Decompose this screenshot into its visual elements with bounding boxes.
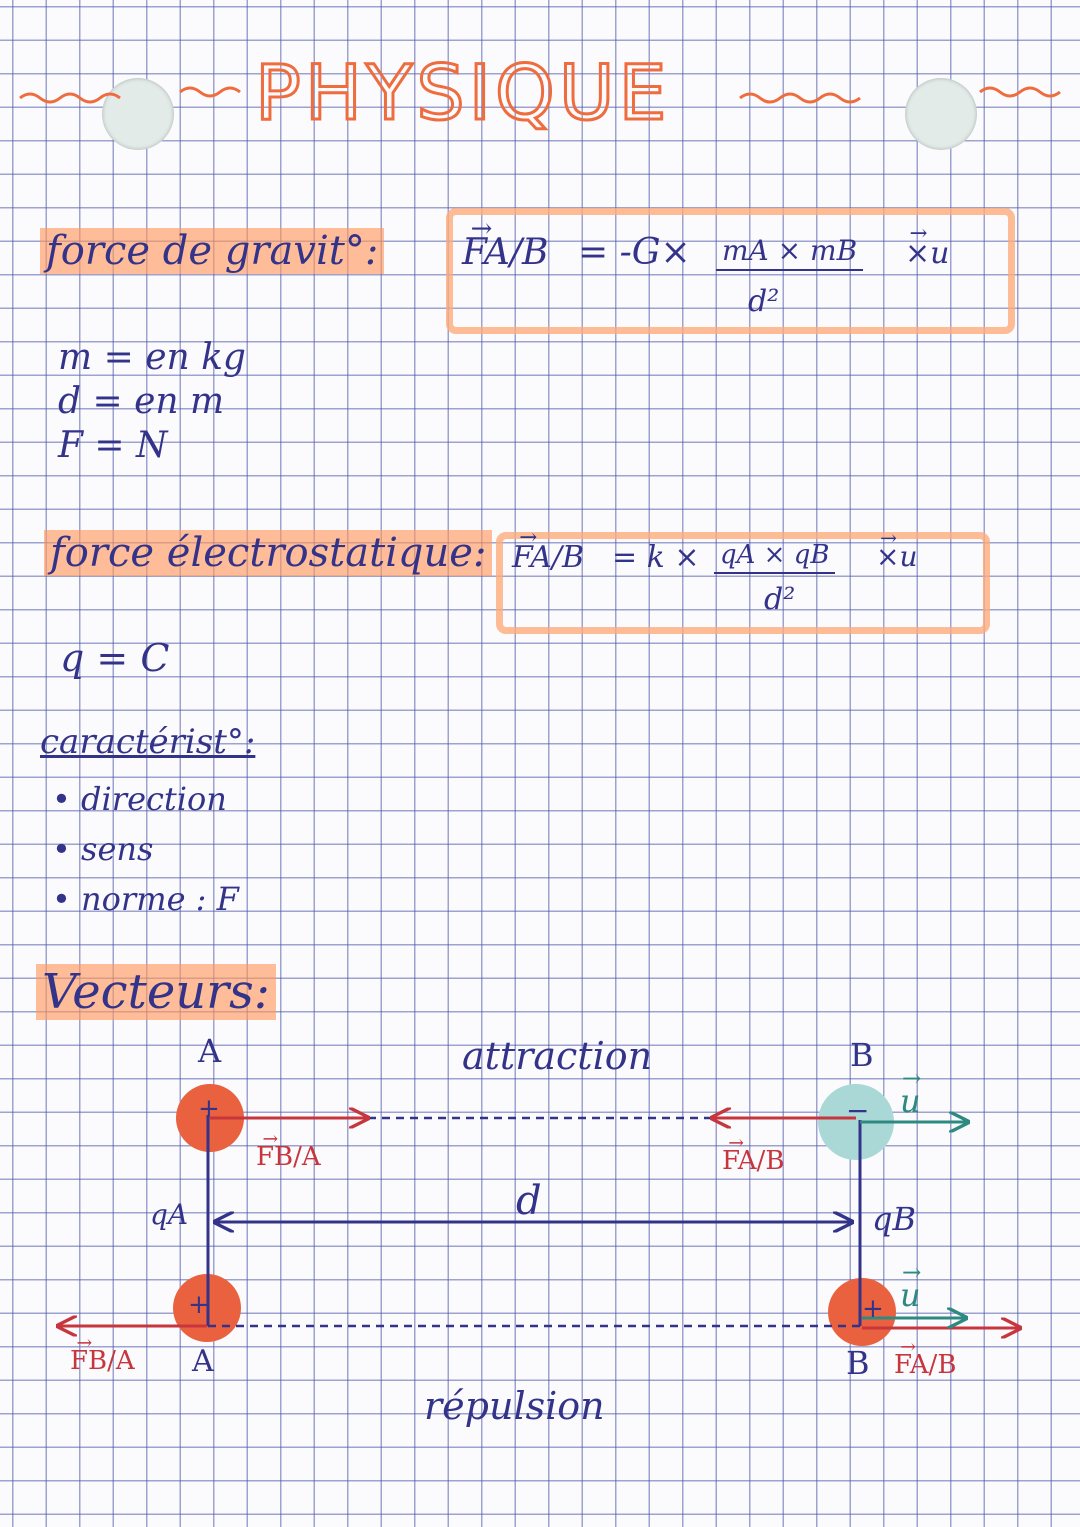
charge-unit: q = C [60, 636, 170, 680]
caracteristique-sens: • sens [52, 830, 154, 868]
label-A-bottom: A [192, 1344, 214, 1379]
label-B-bottom: B [846, 1344, 870, 1382]
caracteristique-norme: • norme : F [52, 880, 239, 918]
label-qA: qA [150, 1198, 189, 1231]
sign-A-top: + [198, 1094, 220, 1124]
electro-unit-vector: → ×u [876, 540, 918, 573]
label-FAB-top: → FA/B [722, 1146, 784, 1176]
sign-A-bottom: + [188, 1290, 210, 1320]
caracteristique-direction: • direction [52, 780, 227, 818]
label-attraction: attraction [462, 1034, 653, 1078]
label-FBA-top: → FB/A [256, 1142, 321, 1172]
label-qB: qB [872, 1200, 916, 1238]
sign-B-top: − [846, 1094, 870, 1127]
sign-B-bottom: + [862, 1294, 884, 1324]
unit-mass: m = en kg [58, 337, 246, 378]
unit-distance: d = en m [58, 381, 225, 422]
label-FAB-bottom: → FA/B [894, 1350, 956, 1380]
vecteurs-heading: Vecteurs: [36, 964, 276, 1020]
electro-equals: = k × [612, 540, 700, 575]
gravity-vector-symbol: → FA/B [462, 232, 548, 273]
unit-force: F = N [58, 425, 168, 466]
electro-vector: → FA/B [512, 540, 584, 575]
label-FBA-bottom: → FB/A [70, 1346, 135, 1376]
label-A-top: A [198, 1032, 222, 1070]
label-u-top: → u [900, 1082, 921, 1120]
electro-label: force électrostatique: [44, 530, 492, 576]
page-title: PHYSIQUE [255, 48, 671, 137]
electro-denominator: d² [764, 582, 796, 617]
gravity-denominator: d² [748, 284, 780, 319]
caracteristiques-heading: caractérist°: [40, 722, 256, 762]
label-d: d [516, 1178, 542, 1224]
gravity-label: force de gravit°: [40, 228, 384, 274]
label-u-bottom: → u [900, 1276, 921, 1314]
gravity-numerator: mA × mB [716, 234, 863, 271]
gravity-equals: = -G× [578, 232, 691, 273]
label-repulsion: répulsion [424, 1384, 605, 1428]
electro-numerator: qA × qB [714, 540, 835, 574]
gravity-unit-vector: → ×u [905, 236, 949, 271]
label-B-top: B [850, 1036, 874, 1074]
